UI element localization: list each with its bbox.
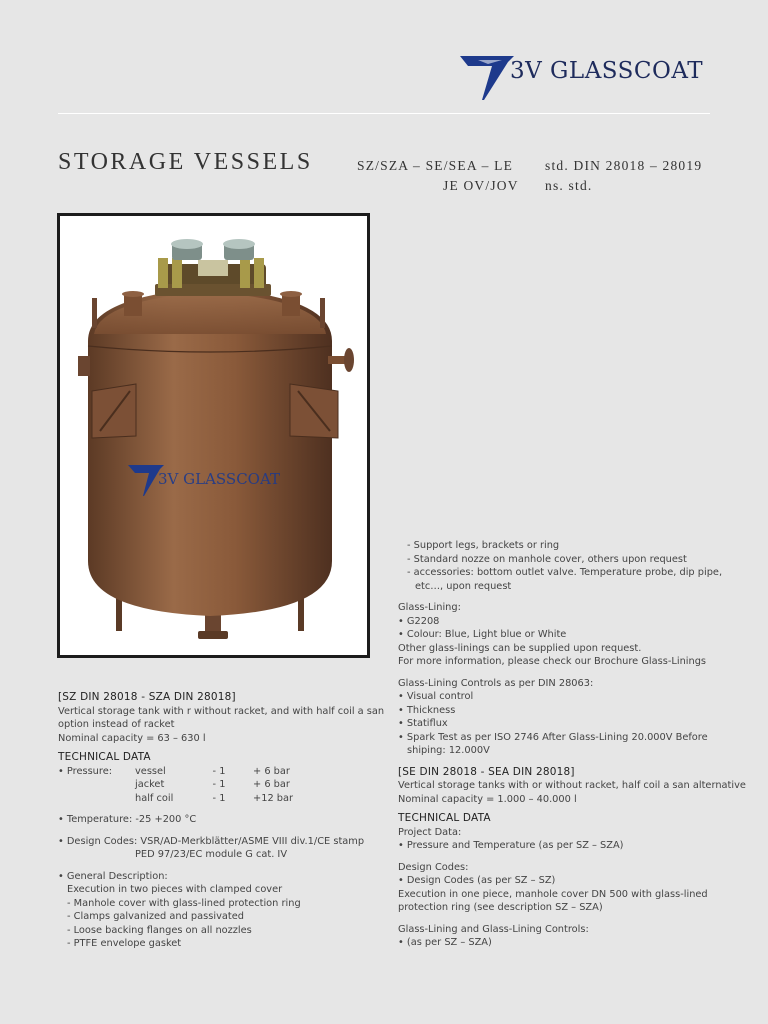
list-item: • Thickness <box>398 704 456 716</box>
design-codes-heading: Design Codes: <box>398 861 469 873</box>
list-item: For more information, please check our Brochure Glass-Linings <box>398 656 707 667</box>
list-item-continuation: etc…, upon request <box>415 580 512 592</box>
se-description: Vertical storage tanks with or without racket, half coil a san alternative <box>398 780 746 791</box>
vessel-photo <box>57 213 370 658</box>
pressure-max: + 6 bar <box>253 765 290 777</box>
design-codes-line-1: • Design Codes: VSR/AD-Merkblätter/ASME VIII div.1/CE stamp <box>58 835 365 847</box>
sz-capacity: Nominal capacity = 63 – 630 l <box>58 732 206 744</box>
controls-heading: Glass-Lining Controls as per DIN 28063: <box>398 677 594 689</box>
list-item: • G2208 <box>398 615 440 627</box>
header-divider <box>58 113 710 114</box>
pressure-row <box>58 792 378 806</box>
list-item: - Loose backing flanges on all nozzles <box>67 924 252 936</box>
general-description-heading: • General Description: <box>58 870 168 882</box>
pressure-min: - 1 <box>212 765 226 777</box>
list-item: • Visual control <box>398 691 474 702</box>
list-item-continuation: shiping: 12.000V <box>407 745 490 756</box>
pressure-part: jacket <box>135 779 165 790</box>
se-capacity: Nominal capacity = 1.000 – 40.000 l <box>398 793 577 805</box>
se-heading: [SE DIN 28018 - SEA DIN 28018] <box>398 765 575 778</box>
standard-line-1: std. DIN 28018 – 28019 <box>545 158 703 173</box>
brand-logo <box>458 52 718 102</box>
list-item: - Manhole cover with glass-lined protection ring <box>67 897 301 909</box>
sz-section <box>58 691 385 951</box>
list-item: Execution in two pieces with clamped cover <box>67 884 283 895</box>
glass-lining-heading: Glass-Lining: <box>398 602 461 613</box>
sz-technical-data-heading: TECHNICAL DATA <box>58 751 151 763</box>
list-item: - PTFE envelope gasket <box>67 938 182 949</box>
right-column <box>398 539 746 950</box>
list-item: • Statiflux <box>398 718 448 729</box>
vessel-types-line-2: JE OV/JOV <box>443 178 519 193</box>
pressure-label: • Pressure: <box>58 765 113 777</box>
pressure-part: vessel <box>135 765 166 777</box>
project-data-heading: Project Data: <box>398 826 462 838</box>
list-item: - Support legs, brackets or ring <box>407 540 560 551</box>
se-technical-data-heading: TECHNICAL DATA <box>398 812 491 824</box>
pressure-part: half coil <box>135 792 174 804</box>
design-description-line-1: Execution in one piece, manhole cover DN 500 with glass-lined <box>398 888 708 900</box>
list-item: Other glass-linings can be supplied upon request. <box>398 642 642 654</box>
sz-heading: [SZ DIN 28018 - SZA DIN 28018] <box>58 691 236 703</box>
list-item: • Spark Test as per ISO 2746 After Glass-Lining 20.000V Before <box>398 731 708 743</box>
vessel-logo-text: 3V GLASSCOAT <box>158 470 280 488</box>
pressure-row <box>58 765 378 779</box>
pressure-min: - 1 <box>212 792 226 804</box>
list-item: - accessories: bottom outlet valve. Temperature probe, dip pipe, <box>407 567 723 578</box>
list-item: • Design Codes (as per SZ – SZ) <box>398 875 556 886</box>
pressure-row <box>58 778 378 792</box>
vessel-types-line-1: SZ/SZA – SE/SEA – LE <box>357 158 514 173</box>
standard-line-2: ns. std. <box>545 178 593 193</box>
storage-vessel-illustration <box>60 216 367 655</box>
sz-description-line-1: Vertical storage tank with r without racket, and with half coil a san <box>58 705 385 717</box>
logo-text: 3V GLASSCOAT <box>510 58 704 84</box>
list-item: - Clamps galvanized and passivated <box>67 911 244 922</box>
pressure-max: +12 bar <box>253 792 294 804</box>
glass-lining-controls-heading: Glass-Lining and Glass-Lining Controls: <box>398 923 589 935</box>
logo-mark-icon <box>458 52 518 102</box>
pressure-max: + 6 bar <box>253 779 290 790</box>
page-title: STORAGE VESSELS <box>58 149 313 175</box>
list-item: • Pressure and Temperature (as per SZ – SZA) <box>398 840 624 851</box>
list-item: - Standard nozze on manhole cover, others upon request <box>407 553 687 565</box>
list-item: • Colour: Blue, Light blue or White <box>398 629 567 640</box>
design-codes-line-2: PED 97/23/EC module G cat. IV <box>135 849 288 860</box>
list-item: • (as per SZ – SZA) <box>398 937 492 948</box>
sz-description-line-2: option instead of racket <box>58 719 175 730</box>
design-description-line-2: protection ring (see description SZ – SZA) <box>398 902 603 913</box>
pressure-min: - 1 <box>212 779 226 790</box>
temperature-line: • Temperature: -25 +200 °C <box>58 814 197 825</box>
